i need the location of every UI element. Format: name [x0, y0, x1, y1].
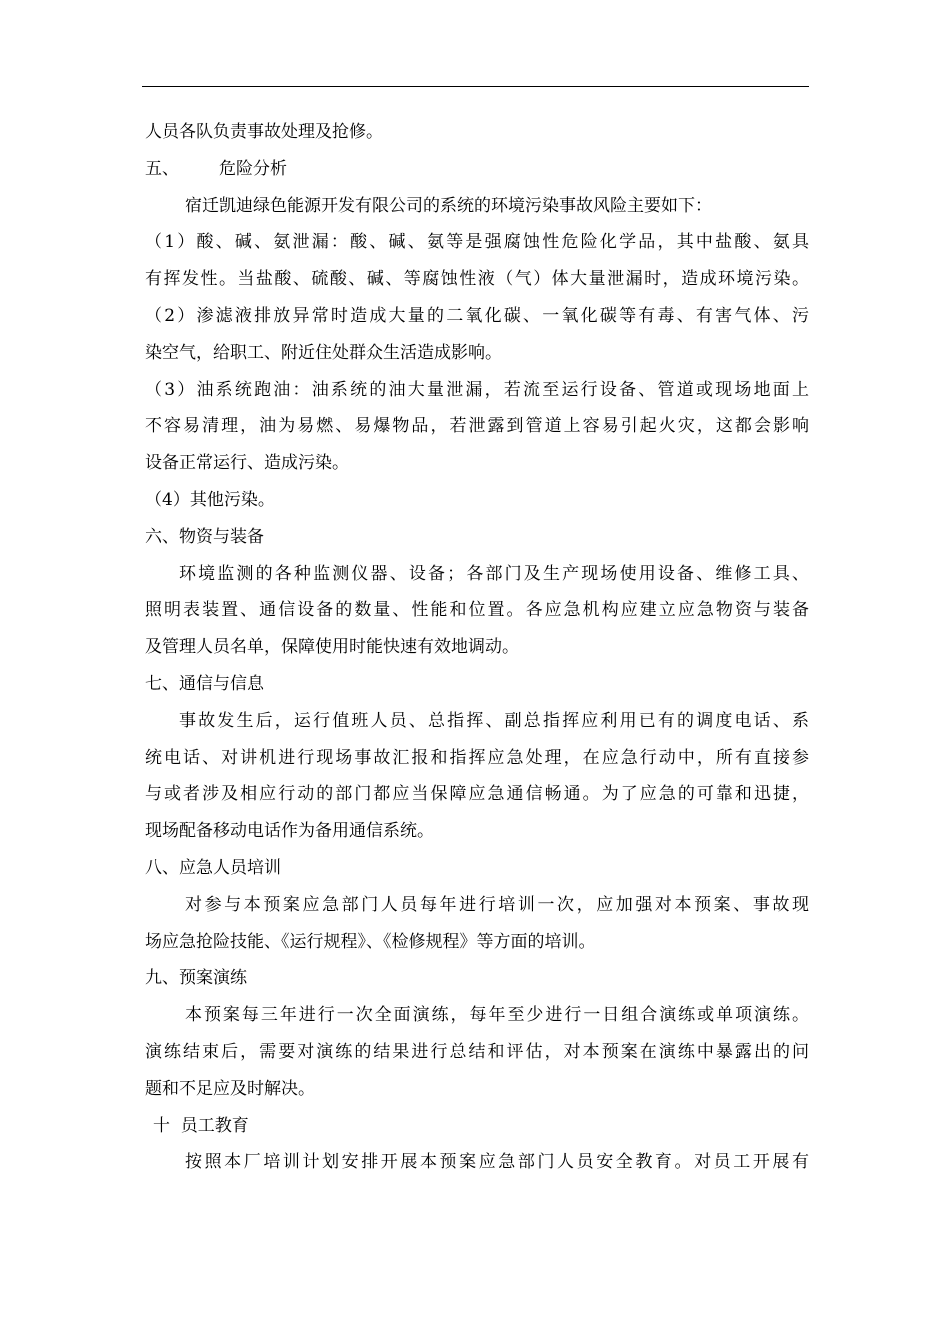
text-line: 照明表装置、通信设备的数量、性能和位置。各应急机构应建立应急物资与装备 [145, 600, 809, 621]
section-heading-10: 十 员工教育 [153, 1115, 249, 1136]
paragraph-line: 环境监测的各种监测仪器、设备；各部门及生产现场使用设备、维修工具、 [179, 563, 809, 584]
text-line: 现场配备移动电话作为备用通信系统。 [145, 821, 434, 842]
paragraph-line: 事故发生后，运行值班人员、总指挥、副总指挥应利用已有的调度电话、系 [179, 710, 809, 731]
list-item-line: （3）油系统跑油：油系统的油大量泄漏，若流至运行设备、管道或现场地面上 [145, 379, 809, 400]
text-line: 不容易清理，油为易燃、易爆物品，若泄露到管道上容易引起火灾，这都会影响 [145, 416, 809, 437]
paragraph-line: 按照本厂培训计划安排开展本预案应急部门人员安全教育。对员工开展有 [185, 1152, 809, 1173]
section-heading-8: 八、应急人员培训 [145, 857, 281, 878]
list-item-line: （1）酸、碱、氨泄漏：酸、碱、氨等是强腐蚀性危险化学品，其中盐酸、氨具 [145, 232, 809, 253]
text-line: 场应急抢险技能、《运行规程》、《检修规程》等方面的培训。 [145, 931, 596, 952]
text-line: 染空气，给职工、附近住处群众生活造成影响。 [145, 342, 502, 363]
section-heading-5 [145, 151, 809, 188]
paragraph-line: 宿迁凯迪绿色能源开发有限公司的系统的环境污染事故风险主要如下： [185, 195, 712, 216]
text-line: 有挥发性。当盐酸、硫酸、碱、等腐蚀性液（气）体大量泄漏时，造成环境污染。 [145, 269, 809, 290]
section-heading-7: 七、通信与信息 [145, 673, 264, 694]
text-line: 演练结束后，需要对演练的结果进行总结和评估，对本预案在演练中暴露出的问 [145, 1041, 809, 1062]
document-body [145, 114, 809, 1181]
section-number: 五、 [145, 158, 179, 179]
list-item-line: （2）渗滤液排放异常时造成大量的二氧化碳、一氧化碳等有毒、有害气体、污 [145, 305, 809, 326]
text-line: 与或者涉及相应行动的部门都应当保障应急通信畅通。为了应急的可靠和迅捷， [145, 784, 809, 805]
paragraph-line: 对参与本预案应急部门人员每年进行培训一次，应加强对本预案、事故现 [185, 894, 809, 915]
text-line: 题和不足应及时解决。 [145, 1078, 315, 1099]
text-line: 统电话、对讲机进行现场事故汇报和指挥应急处理，在应急行动中，所有直接参 [145, 747, 809, 768]
section-heading-6: 六、物资与装备 [145, 526, 264, 547]
header-rule [142, 86, 809, 87]
section-title: 危险分析 [219, 158, 287, 179]
paragraph-line: 本预案每三年进行一次全面演练，每年至少进行一日组合演练或单项演练。 [185, 1005, 809, 1026]
list-item-line: （4）其他污染。 [145, 489, 275, 510]
text-line: 设备正常运行、造成污染。 [145, 453, 349, 474]
text-line: 人员各队负责事故处理及抢修。 [145, 122, 383, 142]
text-line: 及管理人员名单，保障使用时能快速有效地调动。 [145, 637, 519, 658]
section-heading-9: 九、预案演练 [145, 968, 247, 989]
